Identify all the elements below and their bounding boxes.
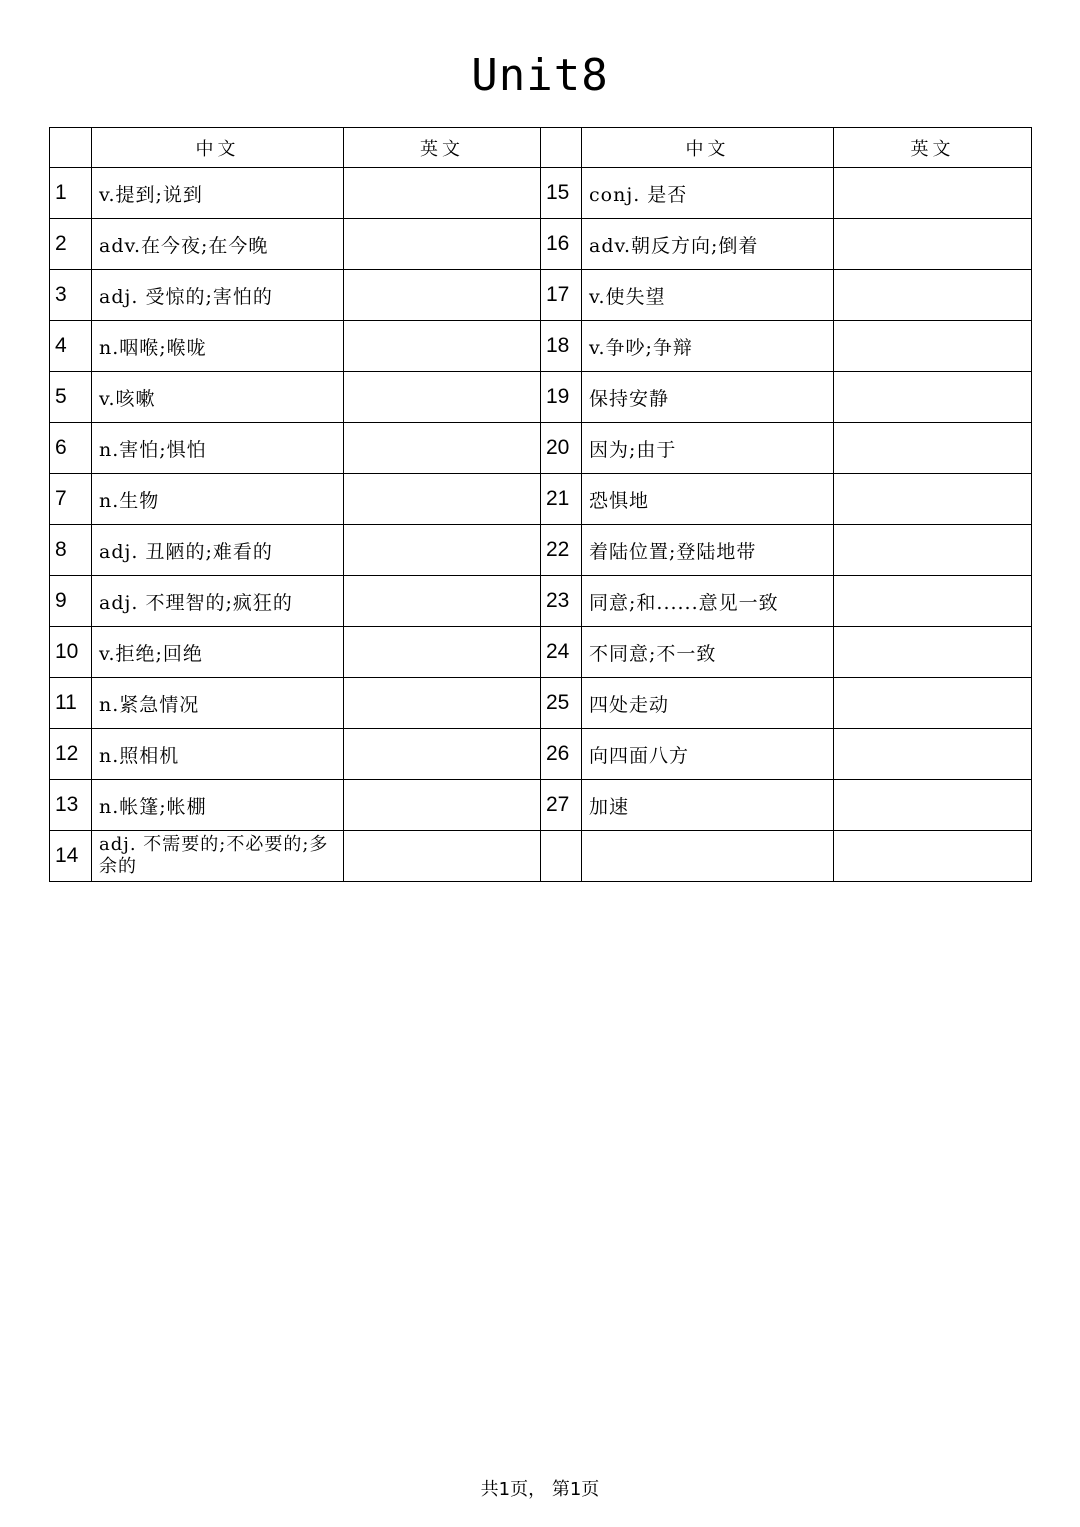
english-answer-cell-right[interactable] [834,168,1032,219]
entry-number-right: 24 [541,627,582,678]
entry-number-left: 6 [50,423,92,474]
chinese-meaning-left: adj. 不理智的;疯狂的 [92,576,344,627]
table-row [50,678,1032,729]
chinese-meaning-left: adj. 受惊的;害怕的 [92,270,344,321]
chinese-meaning-right: 向四面八方 [582,729,834,780]
header-chinese-right: 中文 [582,128,834,168]
english-answer-cell-left[interactable] [344,423,541,474]
english-answer-cell-right[interactable] [834,576,1032,627]
entry-number-left: 5 [50,372,92,423]
english-answer-cell-left[interactable] [344,474,541,525]
entry-number-left: 7 [50,474,92,525]
header-chinese-left: 中文 [92,128,344,168]
chinese-meaning-left: n.紧急情况 [92,678,344,729]
english-answer-cell-right[interactable] [834,321,1032,372]
english-answer-cell-left[interactable] [344,831,541,882]
table-row [50,576,1032,627]
entry-number-left: 11 [50,678,92,729]
english-answer-cell-left[interactable] [344,372,541,423]
english-answer-cell-right[interactable] [834,372,1032,423]
entry-number-left: 10 [50,627,92,678]
entry-number-right: 26 [541,729,582,780]
chinese-meaning-right: 着陆位置;登陆地带 [582,525,834,576]
table-row [50,372,1032,423]
page-title: Unit8 [471,50,609,101]
chinese-meaning-left: v.提到;说到 [92,168,344,219]
english-answer-cell-left[interactable] [344,270,541,321]
chinese-meaning-left: n.帐篷;帐棚 [92,780,344,831]
entry-number-left: 3 [50,270,92,321]
chinese-meaning-right: 恐惧地 [582,474,834,525]
table-header-row [50,128,1032,168]
chinese-meaning-right: 同意;和......意见一致 [582,576,834,627]
header-english-right: 英文 [834,128,1032,168]
chinese-meaning-right: v.争吵;争辩 [582,321,834,372]
chinese-meaning-left: adv.在今夜;在今晚 [92,219,344,270]
english-answer-cell-left[interactable] [344,678,541,729]
english-answer-cell-right[interactable] [834,678,1032,729]
entry-number-right: 23 [541,576,582,627]
entry-number-left: 9 [50,576,92,627]
chinese-meaning-left: n.咽喉;喉咙 [92,321,344,372]
english-answer-cell-right[interactable] [834,780,1032,831]
english-answer-cell-right[interactable] [834,423,1032,474]
english-answer-cell-left[interactable] [344,321,541,372]
table-row [50,321,1032,372]
entry-number-right: 22 [541,525,582,576]
chinese-meaning-left: v.拒绝;回绝 [92,627,344,678]
chinese-meaning-left: v.咳嗽 [92,372,344,423]
table-row [50,270,1032,321]
table-row [50,780,1032,831]
chinese-meaning-right: v.使失望 [582,270,834,321]
english-answer-cell-left[interactable] [344,627,541,678]
english-answer-cell-left[interactable] [344,780,541,831]
table-row [50,729,1032,780]
english-answer-cell-left[interactable] [344,525,541,576]
vocab-table [49,127,1032,882]
chinese-meaning-left: n.害怕;惧怕 [92,423,344,474]
table-row [50,525,1032,576]
entry-number-left: 13 [50,780,92,831]
english-answer-cell-right[interactable] [834,219,1032,270]
entry-number-left: 12 [50,729,92,780]
chinese-meaning-left: n.生物 [92,474,344,525]
chinese-meaning-right: 不同意;不一致 [582,627,834,678]
entry-number-left: 4 [50,321,92,372]
entry-number-left: 1 [50,168,92,219]
entry-number-left: 8 [50,525,92,576]
entry-number-right: 18 [541,321,582,372]
chinese-meaning-left: adj. 不需要的;不必要的;多余的 [92,831,344,882]
chinese-meaning-right: 保持安静 [582,372,834,423]
chinese-meaning-right [582,831,834,882]
entry-number-right: 17 [541,270,582,321]
chinese-meaning-right: 四处走动 [582,678,834,729]
table-row [50,168,1032,219]
chinese-meaning-right: conj. 是否 [582,168,834,219]
english-answer-cell-left[interactable] [344,219,541,270]
english-answer-cell-left[interactable] [344,576,541,627]
english-answer-cell-left[interactable] [344,729,541,780]
entry-number-right: 20 [541,423,582,474]
vocab-table-body [50,128,1032,882]
english-answer-cell-right[interactable] [834,627,1032,678]
english-answer-cell-left[interactable] [344,168,541,219]
chinese-meaning-left: n.照相机 [92,729,344,780]
table-row [50,219,1032,270]
entry-number-right: 25 [541,678,582,729]
chinese-meaning-right: 加速 [582,780,834,831]
entry-number-right: 21 [541,474,582,525]
entry-number-left: 14 [50,831,92,882]
entry-number-right: 15 [541,168,582,219]
header-english-left: 英文 [344,128,541,168]
header-num-left [50,128,92,168]
table-row [50,627,1032,678]
chinese-meaning-right: adv.朝反方向;倒着 [582,219,834,270]
page-footer: 共1页， 第1页 [480,1479,600,1500]
table-row [50,423,1032,474]
chinese-meaning-left: adj. 丑陋的;难看的 [92,525,344,576]
header-num-right [541,128,582,168]
table-row [50,474,1032,525]
english-answer-cell-right[interactable] [834,831,1032,882]
chinese-meaning-right: 因为;由于 [582,423,834,474]
entry-number-right [541,831,582,882]
english-answer-cell-right[interactable] [834,474,1032,525]
table-row [50,831,1032,882]
entry-number-right: 16 [541,219,582,270]
entry-number-right: 19 [541,372,582,423]
english-answer-cell-right[interactable] [834,270,1032,321]
entry-number-right: 27 [541,780,582,831]
english-answer-cell-right[interactable] [834,525,1032,576]
entry-number-left: 2 [50,219,92,270]
english-answer-cell-right[interactable] [834,729,1032,780]
